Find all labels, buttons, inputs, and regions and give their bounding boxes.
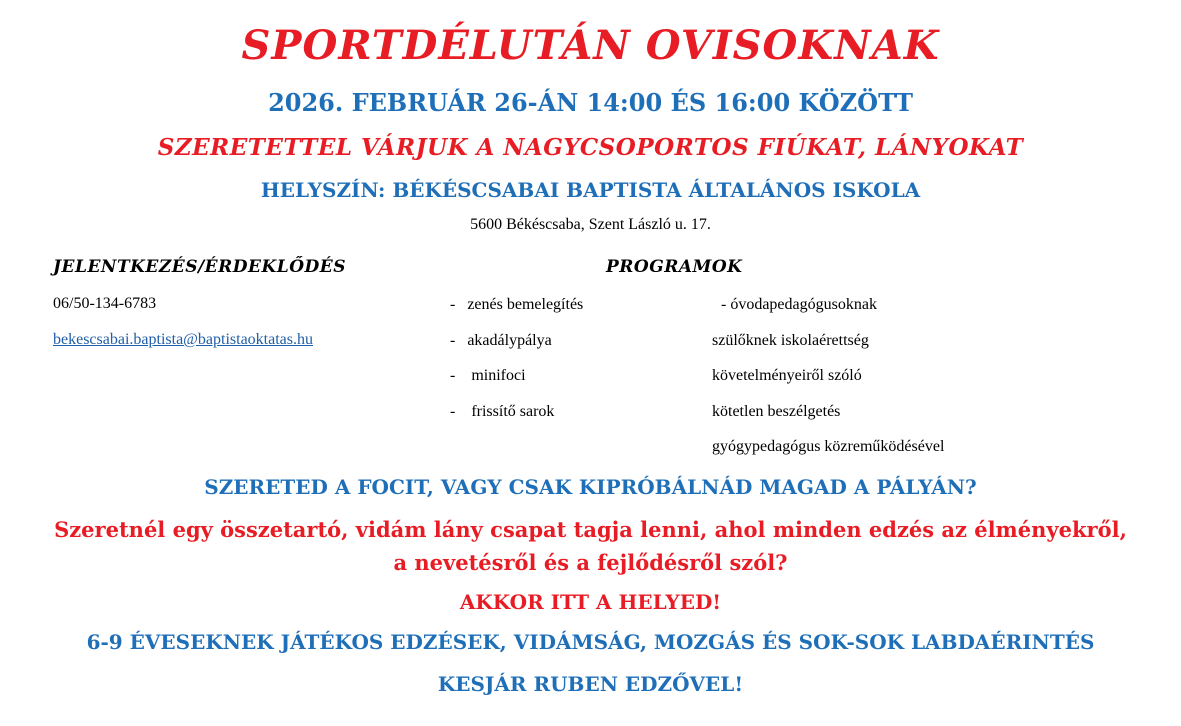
program-item: - zenés bemelegítés	[450, 296, 584, 313]
program-note-line: szülőknek iskolaérettség	[712, 332, 869, 349]
program-note-line: követelményeiről szóló	[712, 367, 862, 384]
girls-team-line-2: a nevetésről és a fejlődésről szól?	[393, 550, 788, 575]
program-item: - minifoci	[450, 367, 526, 384]
program-item-label: akadálypálya	[467, 332, 552, 349]
football-question: SZERETED A FOCIT, VAGY CSAK KIPRÓBÁLNÁD MAGAD A PÁLYÁN?	[204, 475, 977, 499]
coach-line: KESJÁR RUBEN EDZŐVEL!	[437, 672, 744, 696]
invite-line: SZERETETTEL VÁRJUK A NAGYCSOPORTOS FIÚKAT, LÁNYOKAT	[157, 134, 1024, 161]
page-title: SPORTDÉLUTÁN OVISOKNAK	[241, 22, 940, 69]
program-note-line: kötetlen beszélgetés	[712, 403, 841, 420]
program-item-label: minifoci	[471, 367, 526, 384]
location-line: HELYSZÍN: BÉKÉSCSABAI BAPTISTA ÁLTALÁNOS ISKOLA	[260, 178, 921, 202]
date-line: 2026. FEBRUÁR 26-ÁN 14:00 ÉS 16:00 KÖZÖTT	[268, 88, 913, 117]
contact-phone: 06/50-134-6783	[53, 295, 157, 312]
contact-heading: JELENTKEZÉS/ÉRDEKLŐDÉS	[53, 257, 346, 277]
girls-team-line-1: Szeretnél egy összetartó, vidám lány csapat tagja lenni, ahol minden edzés az élményekről,	[54, 517, 1127, 542]
program-note-line: - óvodapedagógusoknak	[721, 296, 877, 313]
call-to-action: AKKOR ITT A HELYED!	[459, 590, 722, 614]
ages-line: 6-9 ÉVESEKNEK JÁTÉKOS EDZÉSEK, VIDÁMSÁG, MOZGÁS ÉS SOK-SOK LABDAÉRINTÉS	[86, 630, 1095, 654]
programs-heading: PROGRAMOK	[606, 257, 743, 277]
program-item-label: frissítő sarok	[471, 403, 555, 420]
program-note-line: gyógypedagógus közreműködésével	[712, 438, 945, 455]
program-item: - akadálypálya	[450, 332, 552, 349]
program-item-label: zenés bemelegítés	[467, 296, 584, 313]
girls-team-text	[0, 513, 1181, 579]
address: 5600 Békéscsaba, Szent László u. 17.	[470, 216, 711, 233]
contact-email-link[interactable]: bekescsabai.baptista@baptistaoktatas.hu	[53, 331, 313, 348]
program-item: - frissítő sarok	[450, 403, 555, 420]
